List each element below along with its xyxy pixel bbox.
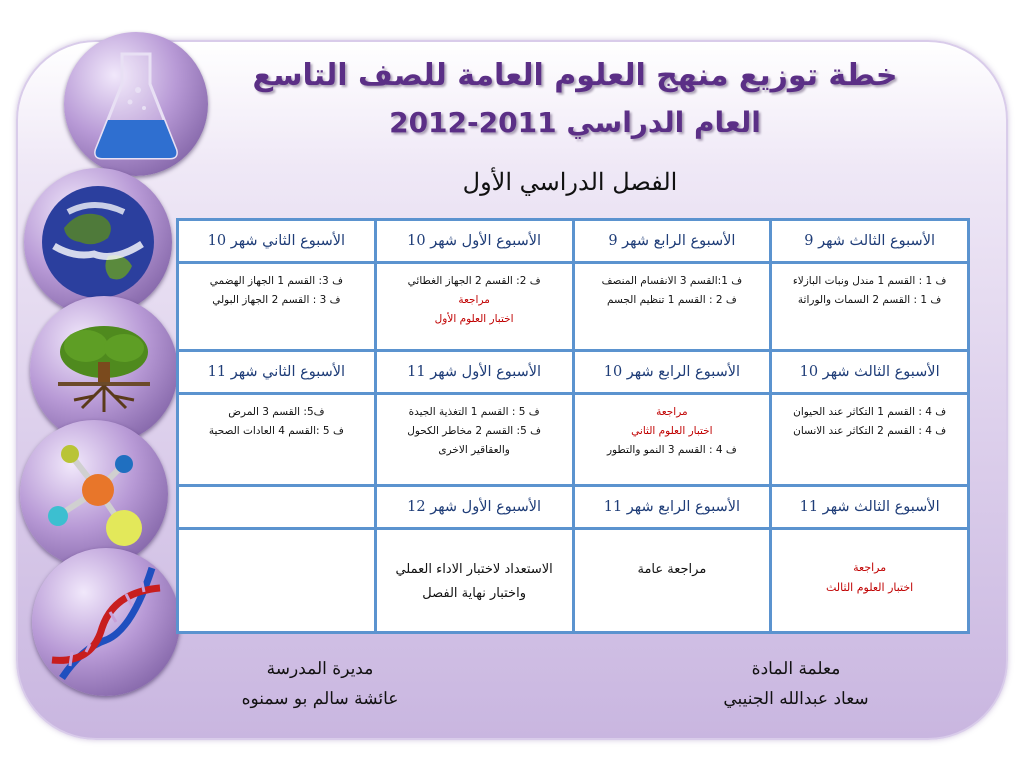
cell-content — [772, 395, 967, 441]
table-header-row — [178, 220, 969, 263]
cell-content — [179, 395, 374, 441]
week-cell — [375, 394, 573, 486]
week-header — [178, 485, 376, 528]
dna-icon — [32, 548, 180, 696]
cell-content — [179, 530, 374, 558]
week-header: الأسبوع الثالث شهر 10 — [771, 350, 969, 393]
globe-icon — [24, 168, 172, 316]
page-title: خطة توزيع منهج العلوم العامة للصف التاسع — [252, 58, 898, 93]
table-header-row — [178, 485, 969, 528]
cell-line: مراجعة — [458, 294, 490, 307]
cell-line: مراجعة عامة — [637, 562, 707, 578]
week-cell — [771, 394, 969, 486]
cell-content — [377, 395, 572, 460]
cell-line: ف 2 : القسم 1 تنظيم الجسم — [607, 294, 737, 307]
cell-line: ف 5 :القسم 4 العادات الصحية — [208, 425, 344, 438]
week-cell — [178, 263, 376, 351]
principal-signature — [200, 654, 440, 714]
cell-line: ف 1 : القسم 2 السمات والوراثة — [797, 294, 942, 307]
molecule-icon — [20, 420, 168, 568]
cell-content — [772, 264, 967, 310]
cell-content — [575, 395, 770, 460]
week-header: الأسبوع الثالث شهر 11 — [771, 485, 969, 528]
cell-line: ف 4 : القسم 1 التكاثر عند الحيوان — [793, 406, 947, 419]
week-header: الأسبوع الأول شهر 11 — [375, 350, 573, 393]
cell-line: ف 1 : القسم 1 مندل ونبات البازلاء — [792, 275, 947, 288]
week-header: الأسبوع الثاني شهر 11 — [178, 350, 376, 393]
cell-line: واختبار نهاية الفصل — [422, 586, 526, 602]
week-header: الأسبوع الرابع شهر 11 — [573, 485, 771, 528]
flask-icon — [64, 32, 208, 176]
cell-line: الاستعداد لاختبار الاداء العملي — [395, 562, 553, 578]
teacher-name: سعاد عبدالله الجنيبي — [723, 689, 869, 709]
cell-content — [377, 530, 572, 606]
cell-line: ف 5: القسم 2 مخاطر الكحول — [407, 425, 542, 438]
principal-title: مديرة المدرسة — [266, 659, 374, 679]
semester-heading: الفصل الدراسي الأول — [462, 168, 678, 196]
table-row — [178, 263, 969, 351]
cell-line: ف 5 : القسم 1 التغذية الجيدة — [408, 406, 540, 419]
table-header-row — [178, 350, 969, 393]
cell-line: ف 4 : القسم 3 النمو والتطور — [606, 444, 737, 457]
week-cell — [375, 263, 573, 351]
week-header: الأسبوع الأول شهر 10 — [375, 220, 573, 263]
week-cell — [573, 394, 771, 486]
cell-line: ف 3 : القسم 2 الجهاز البولي — [212, 294, 341, 307]
cell-content — [575, 530, 770, 582]
teacher-title: معلمة المادة — [751, 659, 841, 679]
cell-line: ف5: القسم 3 المرض — [228, 406, 325, 419]
cell-line: مراجعة — [853, 561, 887, 575]
week-header: الأسبوع الأول شهر 12 — [375, 485, 573, 528]
cell-line: ف 1:القسم 3 الانقسام المنصف — [601, 275, 743, 288]
week-header: الأسبوع الثالث شهر 9 — [771, 220, 969, 263]
cell-line: ف 2: القسم 2 الجهاز الغطائي — [407, 275, 541, 288]
teacher-signature — [676, 654, 916, 714]
curriculum-table — [176, 218, 970, 634]
cell-line: والعقاقير الاخرى — [438, 444, 510, 457]
table-row — [178, 394, 969, 486]
cell-line: ف 4 : القسم 2 التكاثر عند الانسان — [793, 425, 947, 438]
cell-line: اختبار العلوم الثالث — [826, 581, 914, 595]
cell-content — [377, 264, 572, 329]
week-header: الأسبوع الرابع شهر 9 — [573, 220, 771, 263]
cell-line: اختبار العلوم الثاني — [631, 425, 713, 438]
principal-name: عائشة سالم بو سمنوه — [241, 689, 399, 709]
week-header: الأسبوع الرابع شهر 10 — [573, 350, 771, 393]
week-cell — [771, 529, 969, 633]
cell-line: ف 3: القسم 1 الجهاز الهضمي — [209, 275, 343, 288]
week-cell — [573, 263, 771, 351]
week-cell — [178, 529, 376, 633]
week-cell — [771, 263, 969, 351]
week-cell — [573, 529, 771, 633]
school-year: العام الدراسي 2011-2012 — [389, 106, 761, 139]
week-cell — [178, 394, 376, 486]
cell-content — [575, 264, 770, 310]
week-header: الأسبوع الثاني شهر 10 — [178, 220, 376, 263]
cell-content — [772, 530, 967, 598]
table-row — [178, 529, 969, 633]
cell-line: اختبار العلوم الأول — [434, 313, 514, 326]
cell-line: مراجعة — [656, 406, 688, 419]
cell-content — [179, 264, 374, 310]
week-cell — [375, 529, 573, 633]
